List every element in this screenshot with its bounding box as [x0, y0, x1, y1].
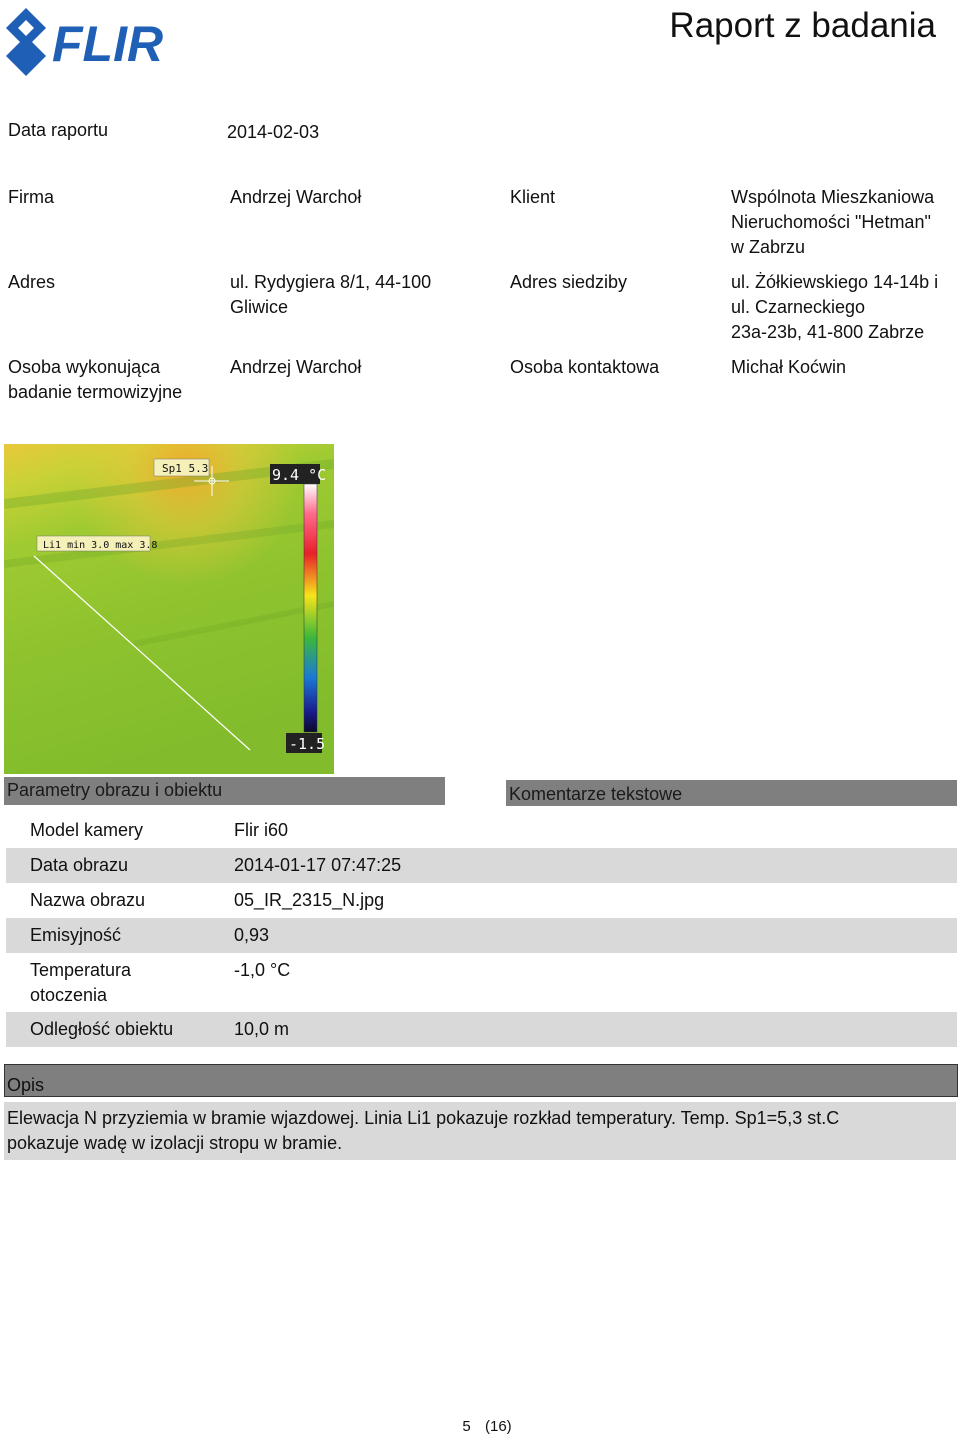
- scale-max: 9.4 °C: [272, 466, 327, 484]
- param-key: [30, 958, 210, 1008]
- firma-value: Andrzej Warchoł: [230, 187, 362, 207]
- line-label: Li1 min 3.0 max 3.8: [43, 540, 158, 551]
- param-row: [6, 953, 957, 1012]
- report-date-value: 2014-02-03: [227, 122, 320, 142]
- page-current: 5: [462, 1418, 471, 1435]
- params-section-title: Parametry obrazu i obiektu: [4, 777, 445, 805]
- opis-section-title: Opis: [4, 1064, 958, 1097]
- osoba-wykonujaca-label: [8, 355, 223, 405]
- adres-label: Adres: [8, 272, 56, 292]
- scale-min: -1.5: [289, 735, 326, 753]
- klient-value-line: w Zabrzu: [731, 237, 806, 257]
- param-key: Nazwa obrazu: [30, 890, 146, 910]
- osoba-kontaktowa-value: Michał Koćwin: [731, 357, 847, 377]
- flir-logo: [4, 6, 194, 76]
- opis-text-line: Elewacja N przyziemia w bramie wjazdowej. Linia Li1 pokazuje rozkład temperatury. Temp. Sp1=5,3 st.C: [7, 1108, 840, 1128]
- adres-siedziby-line: ul. Żółkiewskiego 14-14b i: [731, 272, 939, 292]
- comments-section-title: Komentarze tekstowe: [506, 780, 957, 806]
- adres-siedziby-line: 23a-23b, 41-800 Zabrze: [731, 322, 925, 342]
- param-key-line: otoczenia: [30, 985, 108, 1005]
- param-value: 2014-01-17 07:47:25: [234, 855, 402, 875]
- klient-value: [731, 185, 956, 260]
- param-row: [6, 918, 957, 953]
- param-value: 05_IR_2315_N.jpg: [234, 890, 385, 910]
- param-value: -1,0 °C: [234, 960, 291, 980]
- param-key: Odległość obiektu: [30, 1019, 174, 1039]
- klient-value-line: Wspólnota Mieszkaniowa: [731, 187, 935, 207]
- param-value: 10,0 m: [234, 1019, 290, 1039]
- adres-siedziby-line: ul. Czarneckiego: [731, 297, 866, 317]
- osoba-wykonujaca-label-line: badanie termowizyjne: [8, 382, 183, 402]
- param-row: [6, 848, 957, 883]
- report-date-label: Data raportu: [8, 120, 109, 140]
- adres-siedziby-value: [731, 270, 956, 345]
- opis-text: [4, 1102, 956, 1160]
- adres-siedziby-label: Adres siedziby: [510, 272, 628, 292]
- spot-label: Sp1 5.3: [162, 462, 209, 475]
- param-key: Emisyjność: [30, 925, 122, 945]
- osoba-wykonujaca-value: Andrzej Warchoł: [230, 357, 362, 377]
- page-total: (16): [485, 1418, 512, 1435]
- adres-value-line: ul. Rydygiera 8/1, 44-100: [230, 272, 432, 292]
- page-title: Raport z badania: [669, 6, 936, 45]
- klient-label: Klient: [510, 187, 556, 207]
- param-value: 0,93: [234, 925, 270, 945]
- param-row: [6, 883, 957, 918]
- thermal-image: [4, 444, 334, 774]
- param-row: [6, 1012, 957, 1047]
- param-key-line: Temperatura: [30, 960, 132, 980]
- param-key: Data obrazu: [30, 855, 129, 875]
- page-number: [0, 1418, 960, 1435]
- klient-value-line: Nieruchomości "Hetman": [731, 212, 931, 232]
- temperature-scale-bar: [304, 484, 317, 732]
- param-value: Flir i60: [234, 820, 289, 840]
- adres-value: [230, 270, 500, 320]
- param-key: Model kamery: [30, 820, 144, 840]
- opis-text-line: pokazuje wadę w izolacji stropu w bramie.: [7, 1133, 343, 1153]
- adres-value-line: Gliwice: [230, 297, 289, 317]
- osoba-wykonujaca-label-line: Osoba wykonująca: [8, 357, 161, 377]
- brand-text: FLIR: [52, 16, 164, 72]
- param-row: [6, 813, 957, 848]
- firma-label: Firma: [8, 187, 54, 207]
- osoba-kontaktowa-label: Osoba kontaktowa: [510, 357, 660, 377]
